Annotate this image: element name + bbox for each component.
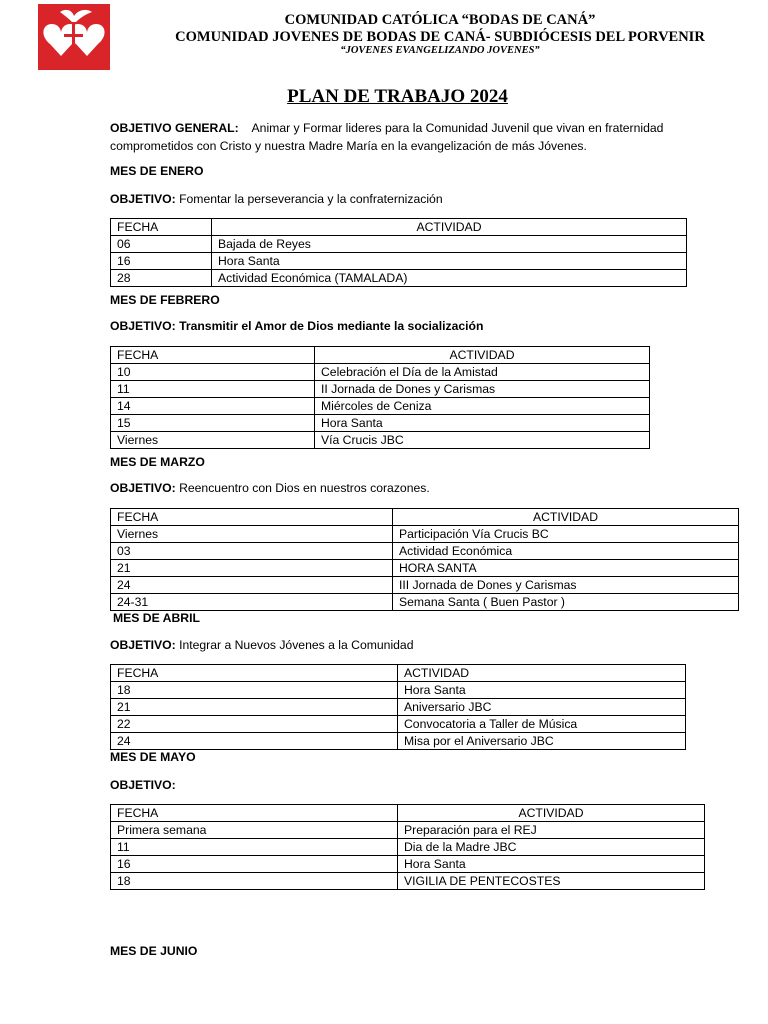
month-heading-mayo: MES DE MAYO [110, 750, 196, 764]
activity-table-abril [110, 664, 686, 750]
header-community-name: COMUNIDAD CATÓLICA “BODAS DE CANÁ” [284, 12, 596, 28]
table-row: 14 Miércoles de Ceniza [111, 398, 650, 415]
general-objective [110, 119, 710, 155]
table-row: 24 III Jornada de Dones y Carismas [111, 577, 739, 594]
table-header-row [111, 219, 687, 236]
month-heading-febrero: MES DE FEBRERO [110, 293, 220, 307]
table-row: Viernes Participación Vía Crucis BC [111, 526, 739, 543]
general-objective-label: OBJETIVO GENERAL: [110, 121, 239, 135]
general-objective-text: Animar y Formar lideres para la Comunidad Juvenil que vivan en fraternidad comprometidos con Cristo y nuestra Madre María en la evangelización de más Jóvenes. [110, 121, 664, 153]
table-row: 16 Hora Santa [111, 253, 687, 270]
month-heading-marzo: MES DE MARZO [110, 455, 205, 469]
objective-abril: OBJETIVO: Integrar a Nuevos Jóvenes a la Comunidad [110, 638, 414, 652]
header-youth-community: COMUNIDAD JOVENES DE BODAS DE CANÁ- SUBDIÓCESIS DEL PORVENIR [175, 29, 705, 45]
header-motto: “JOVENES EVANGELIZANDO JOVENES” [340, 45, 540, 56]
hearts-dove-cross-icon [38, 4, 110, 70]
table-header-row [111, 665, 686, 682]
column-header-fecha: FECHA [111, 805, 398, 822]
month-heading-junio: MES DE JUNIO [110, 944, 198, 958]
column-header-actividad: ACTIVIDAD [398, 665, 686, 682]
table-header-row [111, 805, 705, 822]
table-row: 11 Dia de la Madre JBC [111, 839, 705, 856]
month-heading-abril: MES DE ABRIL [113, 611, 200, 625]
table-row: Viernes Vía Crucis JBC [111, 432, 650, 449]
table-row: 10 Celebración el Día de la Amistad [111, 364, 650, 381]
table-row: Primera semana Preparación para el REJ [111, 822, 705, 839]
table-header-row [111, 347, 650, 364]
objective-febrero: OBJETIVO: Transmitir el Amor de Dios mediante la socialización [110, 319, 484, 333]
community-logo [38, 4, 110, 70]
column-header-actividad: ACTIVIDAD [398, 805, 705, 822]
column-header-fecha: FECHA [111, 347, 315, 364]
objective-enero: OBJETIVO: Fomentar la perseverancia y la confraternización [110, 192, 443, 206]
table-header-row [111, 509, 739, 526]
column-header-fecha: FECHA [111, 509, 393, 526]
table-row: 21 Aniversario JBC [111, 699, 686, 716]
month-heading-enero: MES DE ENERO [110, 164, 204, 178]
table-row: 18 VIGILIA DE PENTECOSTES [111, 873, 705, 890]
objective-marzo: OBJETIVO: Reencuentro con Dios en nuestros corazones. [110, 481, 430, 495]
table-row: 22 Convocatoria a Taller de Música [111, 716, 686, 733]
objective-mayo: OBJETIVO: [110, 778, 176, 792]
table-row: 21 HORA SANTA [111, 560, 739, 577]
table-row: 24 Misa por el Aniversario JBC [111, 733, 686, 750]
activity-table-enero [110, 218, 687, 287]
activity-table-mayo [110, 804, 705, 890]
document-title: PLAN DE TRABAJO 2024 [287, 86, 508, 107]
table-row: 03 Actividad Económica [111, 543, 739, 560]
column-header-fecha: FECHA [111, 219, 212, 236]
table-row: 11 II Jornada de Dones y Carismas [111, 381, 650, 398]
table-row: 15 Hora Santa [111, 415, 650, 432]
column-header-actividad: ACTIVIDAD [212, 219, 687, 236]
table-row: 06 Bajada de Reyes [111, 236, 687, 253]
table-row: 16 Hora Santa [111, 856, 705, 873]
table-row: 18 Hora Santa [111, 682, 686, 699]
column-header-fecha: FECHA [111, 665, 398, 682]
column-header-actividad: ACTIVIDAD [315, 347, 650, 364]
activity-table-febrero [110, 346, 650, 449]
table-row: 28 Actividad Económica (TAMALADA) [111, 270, 687, 287]
column-header-actividad: ACTIVIDAD [393, 509, 739, 526]
table-row: 24-31 Semana Santa ( Buen Pastor ) [111, 594, 739, 611]
activity-table-marzo [110, 508, 739, 611]
